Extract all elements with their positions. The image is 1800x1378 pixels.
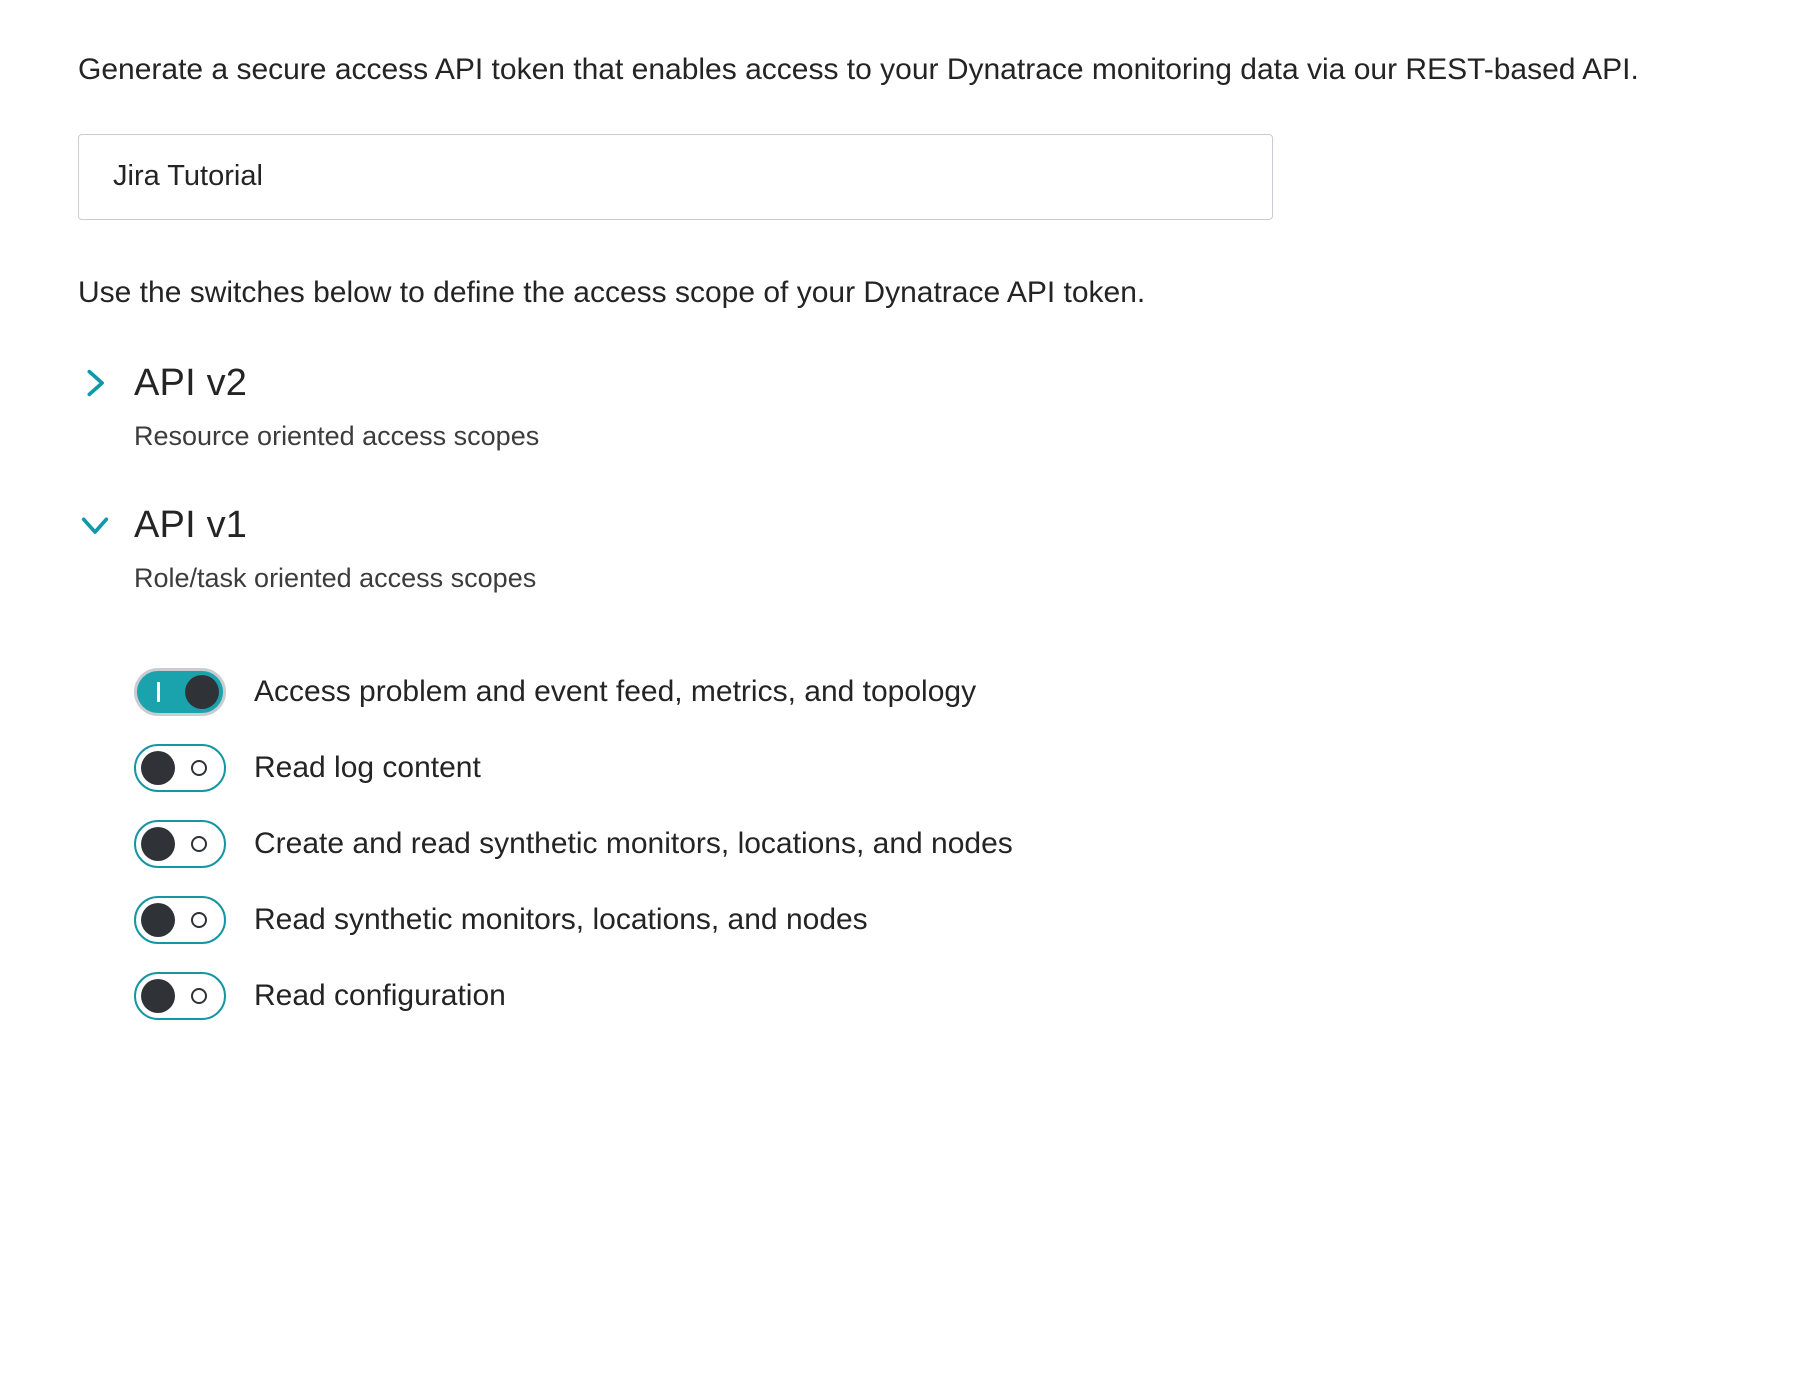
scope-toggle[interactable] [134, 896, 226, 944]
toggle-off-mark-icon [191, 988, 207, 1004]
chevron-down-icon [78, 508, 112, 542]
toggle-on-mark-icon [157, 682, 160, 702]
section-api-v2-title: API v2 [134, 361, 248, 404]
scope-toggle[interactable] [134, 744, 226, 792]
scope-label: Read synthetic monitors, locations, and nodes [254, 902, 868, 936]
section-api-v1 [78, 503, 1800, 1012]
scope-row [134, 882, 1800, 958]
scope-intro-text: Use the switches below to define the access scope of your Dynatrace API token. [78, 275, 1146, 309]
scope-toggle[interactable] [134, 668, 226, 716]
toggle-knob [141, 827, 175, 861]
toggle-knob [141, 903, 175, 937]
scope-label: Read configuration [254, 978, 506, 1012]
toggle-off-mark-icon [191, 760, 207, 776]
section-api-v1-header[interactable] [78, 504, 1800, 547]
scope-label: Create and read synthetic monitors, locations, and nodes [254, 826, 1013, 860]
section-api-v1-subtitle: Role/task oriented access scopes [134, 562, 537, 593]
scope-list [134, 654, 1800, 1012]
toggle-off-mark-icon [191, 912, 207, 928]
scope-row-partial [134, 958, 1800, 1012]
toggle-knob [185, 675, 219, 709]
toggle-off-mark-icon [191, 836, 207, 852]
toggle-knob [141, 751, 175, 785]
scope-label: Access problem and event feed, metrics, and topology [254, 674, 977, 708]
intro-description: Generate a secure access API token that enables access to your Dynatrace monitoring data via our REST-based API. [78, 53, 1639, 86]
section-api-v1-title: API v1 [134, 503, 248, 546]
scope-toggle[interactable] [134, 972, 226, 1020]
section-api-v2-header[interactable] [78, 362, 1800, 405]
scope-row [134, 654, 1800, 730]
section-api-v2-subtitle: Resource oriented access scopes [134, 420, 540, 451]
token-name-input[interactable] [78, 134, 1273, 220]
scope-row [134, 958, 1800, 1034]
scope-row [134, 806, 1800, 882]
chevron-right-icon [78, 366, 112, 400]
scope-toggle[interactable] [134, 820, 226, 868]
section-api-v2 [78, 362, 1800, 452]
scope-row [134, 730, 1800, 806]
toggle-knob [141, 979, 175, 1013]
scope-label: Read log content [254, 750, 481, 784]
